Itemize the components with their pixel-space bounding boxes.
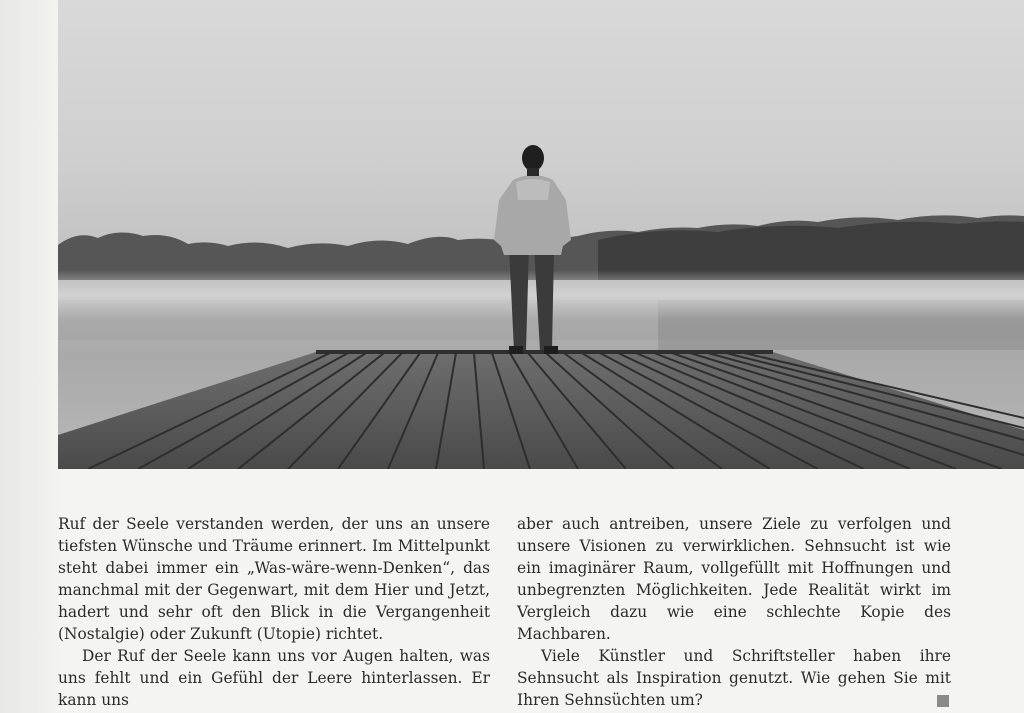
right-column [517, 513, 951, 711]
left-column [58, 513, 490, 711]
left-paragraph-1: Ruf der Seele verstanden werden, der uns an unsere tiefsten Wünsche und Träume erinnert. Im Mittelpunkt steht dabei immer ein „Was-wäre-wenn-Denken“, das manchmal mit der Gegenwart, mit dem Hier und Jetzt, hadert und sehr oft den Blick in die Vergangenheit (Nostalgie) oder Zukunft (Utopie) richtet. [58, 515, 490, 643]
right-paragraph-1: aber auch antreiben, unsere Ziele zu verfolgen und unsere Visionen zu verwirklichen. Sehnsucht ist wie ein imaginärer Raum, vollgefüllt mit Hoffnungen und unbegrenzten Möglichkeiten. Jede Realität wirkt im Vergleich dazu wie eine schlechte Kopie des Machbaren. [517, 515, 951, 643]
person-on-dock-photo [58, 0, 1024, 469]
left-paragraph-2: Der Ruf der Seele kann uns vor Augen halten, was uns fehlt und ein Gefühl der Leere hinterlassen. Er kann uns [58, 647, 490, 709]
page-margin [0, 0, 58, 713]
article-body [58, 513, 951, 709]
right-paragraph-2-text: Viele Künstler und Schriftsteller haben ihre Sehnsucht als Inspiration genutzt. Wie gehen Sie mit Ihren Sehnsüchten um? [517, 647, 951, 709]
end-of-article-square-icon [937, 695, 949, 707]
right-paragraph-2 [517, 645, 951, 711]
article-photo [58, 0, 1024, 469]
